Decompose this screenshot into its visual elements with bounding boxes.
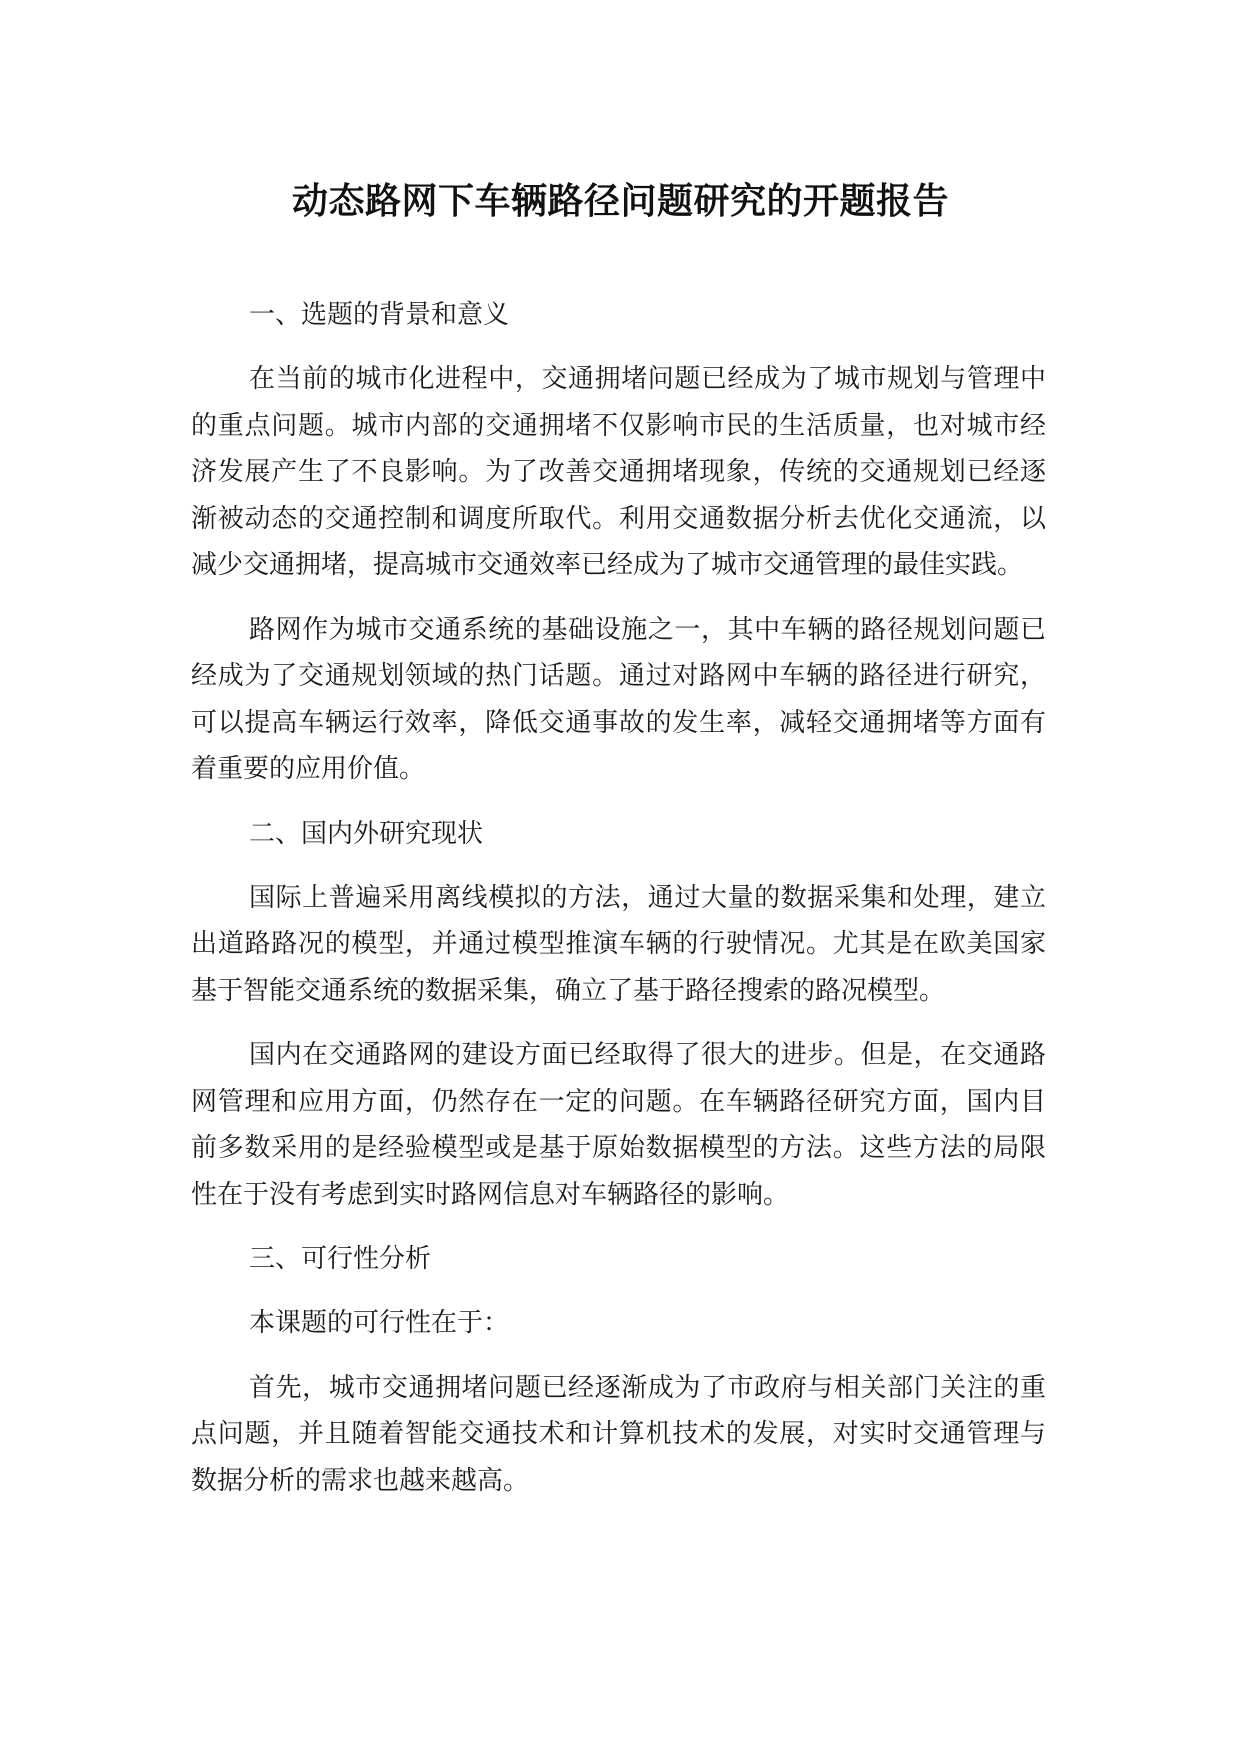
paragraph: 路网作为城市交通系统的基础设施之一，其中车辆的路径规划问题已经成为了交通规划领域的热门话题。通过对路网中车辆的路径进行研究，可以提高车辆运行效率，降低交通事故的发生率，减轻交通拥堵等方面有着重要的应用价值。 bbox=[191, 614, 1046, 784]
paragraph: 国际上普遍采用离线模拟的方法，通过大量的数据采集和处理，建立出道路路况的模型，并通过模型推演车辆的行驶情况。尤其是在欧美国家基于智能交通系统的数据采集，确立了基于路径搜索的路况模型。 bbox=[191, 882, 1046, 1006]
document-body bbox=[191, 292, 1046, 1522]
paragraph: 首先，城市交通拥堵问题已经逐渐成为了市政府与相关部门关注的重点问题，并且随着智能交通技术和计算机技术的发展，对实时交通管理与数据分析的需求也越来越高。 bbox=[191, 1372, 1046, 1496]
section-heading: 一、选题的背景和意义 bbox=[249, 300, 510, 330]
paragraph: 本课题的可行性在于： bbox=[249, 1308, 510, 1338]
section-heading: 二、国内外研究现状 bbox=[249, 818, 484, 849]
section-heading: 三、可行性分析 bbox=[249, 1244, 432, 1274]
section-research-status bbox=[191, 811, 1046, 1219]
document-title: 动态路网下车辆路径问题研究的开题报告 bbox=[291, 181, 949, 222]
section-feasibility bbox=[191, 1236, 1046, 1504]
paragraph: 国内在交通路网的建设方面已经取得了很大的进步。但是，在交通路网管理和应用方面，仍然存在一定的问题。在车辆路径研究方面，国内目前多数采用的是经验模型或是基于原始数据模型的方法。这些方法的局限性在于没有考虑到实时路网信息对车辆路径的影响。 bbox=[191, 1040, 1046, 1210]
section-background bbox=[191, 292, 1046, 793]
paragraph: 在当前的城市化进程中，交通拥堵问题已经成为了城市规划与管理中的重点问题。城市内部的交通拥堵不仅影响市民的生活质量，也对城市经济发展产生了不良影响。为了改善交通拥堵现象，传统的交通规划已经逐渐被动态的交通控制和调度所取代。利用交通数据分析去优化交通流，以减少交通拥堵，提高城市交通效率已经成为了城市交通管理的最佳实践。 bbox=[191, 364, 1046, 580]
